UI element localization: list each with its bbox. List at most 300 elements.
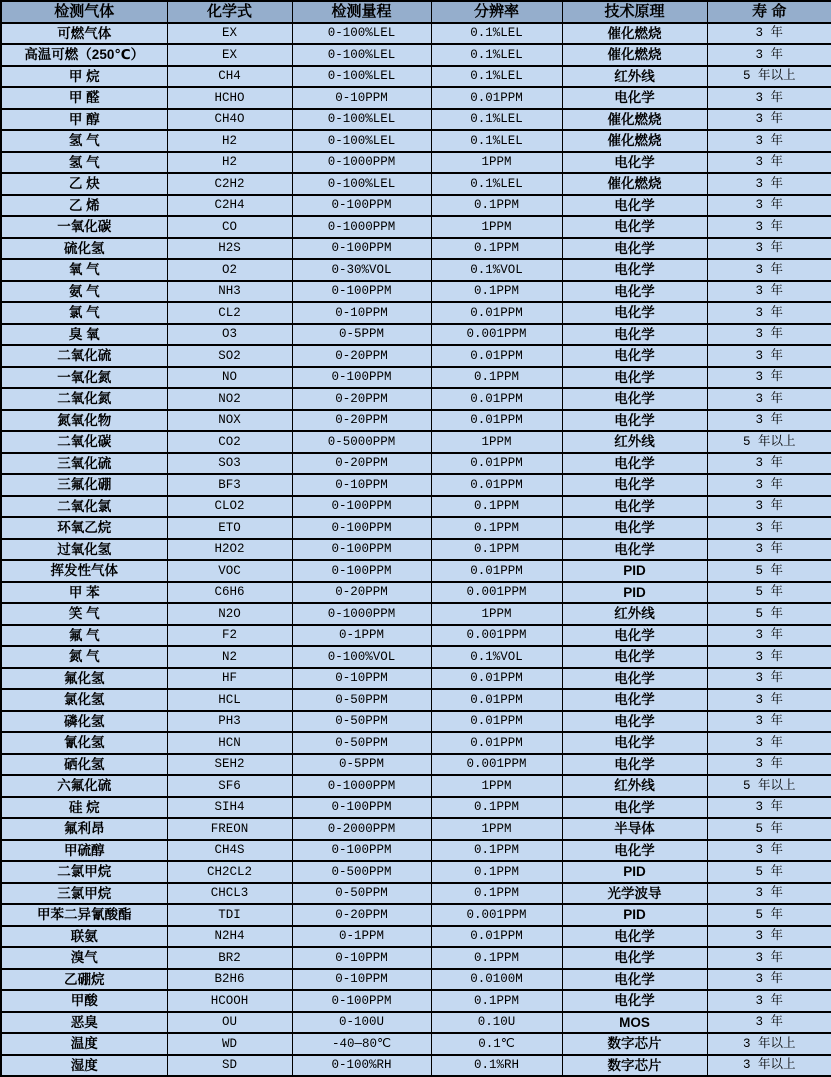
column-header-formula: 化学式 — [167, 1, 292, 23]
cell-range: 0-30%VOL — [292, 259, 431, 281]
cell-life: 3 年 — [707, 238, 831, 260]
cell-life: 3 年 — [707, 926, 831, 948]
cell-resolution: 0.1PPM — [431, 496, 562, 518]
cell-gas: 甲 苯 — [1, 582, 167, 604]
cell-range: 0-20PPM — [292, 410, 431, 432]
cell-gas: 恶臭 — [1, 1012, 167, 1034]
cell-principle: 光学波导 — [562, 883, 707, 905]
cell-life: 3 年 — [707, 87, 831, 109]
cell-gas: 三氯甲烷 — [1, 883, 167, 905]
cell-formula: WD — [167, 1033, 292, 1055]
cell-principle: 催化燃烧 — [562, 109, 707, 131]
table-row — [1, 109, 831, 131]
cell-range: 0-50PPM — [292, 711, 431, 733]
table-row — [1, 947, 831, 969]
cell-formula: N2O — [167, 603, 292, 625]
table-row — [1, 754, 831, 776]
table-row — [1, 496, 831, 518]
cell-life: 3 年以上 — [707, 1033, 831, 1055]
cell-resolution: 1PPM — [431, 216, 562, 238]
cell-formula: CHCL3 — [167, 883, 292, 905]
cell-gas: 环氧乙烷 — [1, 517, 167, 539]
cell-resolution: 0.1PPM — [431, 195, 562, 217]
cell-resolution: 0.1%LEL — [431, 109, 562, 131]
cell-formula: CH4 — [167, 66, 292, 88]
cell-life: 3 年 — [707, 281, 831, 303]
table-row — [1, 23, 831, 45]
cell-formula: OU — [167, 1012, 292, 1034]
cell-life: 3 年 — [707, 302, 831, 324]
cell-gas: 一氧化氮 — [1, 367, 167, 389]
table-row — [1, 216, 831, 238]
cell-gas: 氯 气 — [1, 302, 167, 324]
cell-gas: 氨 气 — [1, 281, 167, 303]
table-row — [1, 66, 831, 88]
cell-resolution: 0.1%VOL — [431, 259, 562, 281]
table-row — [1, 474, 831, 496]
cell-range: 0-1PPM — [292, 625, 431, 647]
cell-formula: SO3 — [167, 453, 292, 475]
cell-formula: H2 — [167, 152, 292, 174]
cell-resolution: 1PPM — [431, 603, 562, 625]
cell-formula: NO2 — [167, 388, 292, 410]
cell-resolution: 0.01PPM — [431, 668, 562, 690]
cell-principle: 电化学 — [562, 711, 707, 733]
cell-range: 0-100PPM — [292, 496, 431, 518]
cell-principle: 电化学 — [562, 625, 707, 647]
cell-resolution: 0.01PPM — [431, 453, 562, 475]
cell-gas: 氰化氢 — [1, 732, 167, 754]
cell-range: 0-100PPM — [292, 797, 431, 819]
cell-gas: 氮氧化物 — [1, 410, 167, 432]
cell-gas: 氮 气 — [1, 646, 167, 668]
cell-principle: 电化学 — [562, 367, 707, 389]
cell-gas: 氧 气 — [1, 259, 167, 281]
cell-gas: 氢 气 — [1, 130, 167, 152]
cell-range: 0-1000PPM — [292, 603, 431, 625]
cell-principle: 电化学 — [562, 947, 707, 969]
cell-range: 0-100%LEL — [292, 66, 431, 88]
cell-range: 0-1000PPM — [292, 216, 431, 238]
table-row — [1, 259, 831, 281]
cell-formula: TDI — [167, 904, 292, 926]
cell-resolution: 0.1%LEL — [431, 66, 562, 88]
cell-range: 0-20PPM — [292, 453, 431, 475]
cell-range: 0-1PPM — [292, 926, 431, 948]
cell-life: 5 年 — [707, 582, 831, 604]
cell-life: 5 年以上 — [707, 775, 831, 797]
header-row — [1, 1, 831, 23]
table-row — [1, 560, 831, 582]
cell-formula: O2 — [167, 259, 292, 281]
cell-life: 3 年 — [707, 474, 831, 496]
cell-life: 3 年 — [707, 324, 831, 346]
cell-range: 0-10PPM — [292, 87, 431, 109]
cell-formula: BF3 — [167, 474, 292, 496]
cell-principle: 电化学 — [562, 195, 707, 217]
table-row — [1, 1055, 831, 1077]
table-row — [1, 732, 831, 754]
cell-gas: 氟 气 — [1, 625, 167, 647]
table-row — [1, 44, 831, 66]
cell-principle: 催化燃烧 — [562, 173, 707, 195]
cell-resolution: 0.1PPM — [431, 861, 562, 883]
cell-range: 0-10PPM — [292, 302, 431, 324]
cell-gas: 甲 烷 — [1, 66, 167, 88]
cell-gas: 三氧化硫 — [1, 453, 167, 475]
table-row — [1, 883, 831, 905]
cell-formula: NH3 — [167, 281, 292, 303]
table-row — [1, 1012, 831, 1034]
cell-resolution: 0.1PPM — [431, 883, 562, 905]
cell-range: 0-100U — [292, 1012, 431, 1034]
cell-range: 0-100%LEL — [292, 23, 431, 45]
cell-life: 3 年 — [707, 130, 831, 152]
cell-resolution: 0.1%RH — [431, 1055, 562, 1077]
cell-life: 3 年 — [707, 711, 831, 733]
cell-formula: B2H6 — [167, 969, 292, 991]
cell-life: 3 年 — [707, 539, 831, 561]
table-header — [1, 1, 831, 23]
cell-formula: NO — [167, 367, 292, 389]
cell-formula: CO — [167, 216, 292, 238]
cell-resolution: 0.1%LEL — [431, 23, 562, 45]
cell-principle: PID — [562, 861, 707, 883]
column-header-principle: 技术原理 — [562, 1, 707, 23]
table-row — [1, 689, 831, 711]
cell-gas: 溴气 — [1, 947, 167, 969]
cell-gas: 硅 烷 — [1, 797, 167, 819]
cell-range: 0-2000PPM — [292, 818, 431, 840]
cell-resolution: 0.01PPM — [431, 388, 562, 410]
table-row — [1, 797, 831, 819]
cell-resolution: 0.001PPM — [431, 582, 562, 604]
cell-range: 0-5000PPM — [292, 431, 431, 453]
cell-principle: 电化学 — [562, 453, 707, 475]
cell-gas: 三氟化硼 — [1, 474, 167, 496]
cell-principle: 电化学 — [562, 668, 707, 690]
cell-principle: 电化学 — [562, 281, 707, 303]
cell-principle: 催化燃烧 — [562, 23, 707, 45]
cell-principle: 电化学 — [562, 324, 707, 346]
cell-formula: EX — [167, 44, 292, 66]
cell-principle: 电化学 — [562, 496, 707, 518]
cell-principle: 电化学 — [562, 990, 707, 1012]
cell-formula: C2H2 — [167, 173, 292, 195]
table-row — [1, 152, 831, 174]
cell-range: 0-100%LEL — [292, 109, 431, 131]
cell-resolution: 0.1%LEL — [431, 173, 562, 195]
cell-formula: HCL — [167, 689, 292, 711]
cell-range: 0-20PPM — [292, 582, 431, 604]
cell-formula: SF6 — [167, 775, 292, 797]
cell-resolution: 1PPM — [431, 431, 562, 453]
cell-gas: 六氟化硫 — [1, 775, 167, 797]
cell-life: 5 年 — [707, 818, 831, 840]
cell-gas: 氟利昂 — [1, 818, 167, 840]
cell-formula: HCOOH — [167, 990, 292, 1012]
cell-resolution: 0.1PPM — [431, 840, 562, 862]
cell-principle: 电化学 — [562, 689, 707, 711]
table-row — [1, 238, 831, 260]
cell-range: 0-50PPM — [292, 732, 431, 754]
cell-life: 3 年 — [707, 517, 831, 539]
cell-principle: 红外线 — [562, 431, 707, 453]
cell-principle: 电化学 — [562, 646, 707, 668]
cell-principle: PID — [562, 582, 707, 604]
cell-life: 5 年以上 — [707, 66, 831, 88]
cell-principle: 电化学 — [562, 302, 707, 324]
cell-life: 3 年 — [707, 668, 831, 690]
table-row — [1, 453, 831, 475]
cell-life: 3 年 — [707, 259, 831, 281]
cell-principle: 红外线 — [562, 775, 707, 797]
cell-life: 5 年以上 — [707, 431, 831, 453]
cell-range: 0-1000PPM — [292, 775, 431, 797]
cell-formula: SD — [167, 1055, 292, 1077]
column-header-range: 检测量程 — [292, 1, 431, 23]
cell-life: 3 年 — [707, 453, 831, 475]
table-row — [1, 173, 831, 195]
cell-life: 5 年 — [707, 861, 831, 883]
cell-gas: 甲硫醇 — [1, 840, 167, 862]
cell-formula: FREON — [167, 818, 292, 840]
cell-resolution: 0.1PPM — [431, 517, 562, 539]
cell-range: 0-100%RH — [292, 1055, 431, 1077]
cell-principle: PID — [562, 904, 707, 926]
cell-principle: 半导体 — [562, 818, 707, 840]
cell-formula: C6H6 — [167, 582, 292, 604]
cell-formula: N2 — [167, 646, 292, 668]
cell-resolution: 0.1PPM — [431, 990, 562, 1012]
cell-range: 0-100PPM — [292, 367, 431, 389]
cell-formula: ETO — [167, 517, 292, 539]
column-header-resolution: 分辨率 — [431, 1, 562, 23]
cell-resolution: 1PPM — [431, 818, 562, 840]
cell-life: 3 年 — [707, 754, 831, 776]
cell-principle: 催化燃烧 — [562, 130, 707, 152]
cell-gas: 挥发性气体 — [1, 560, 167, 582]
cell-range: 0-100PPM — [292, 517, 431, 539]
cell-gas: 氢 气 — [1, 152, 167, 174]
cell-range: 0-20PPM — [292, 388, 431, 410]
cell-life: 3 年 — [707, 496, 831, 518]
cell-range: 0-100PPM — [292, 195, 431, 217]
table-row — [1, 388, 831, 410]
column-header-gas: 检测气体 — [1, 1, 167, 23]
cell-principle: 电化学 — [562, 840, 707, 862]
table-row — [1, 302, 831, 324]
cell-formula: EX — [167, 23, 292, 45]
cell-life: 5 年 — [707, 904, 831, 926]
cell-principle: 电化学 — [562, 259, 707, 281]
cell-formula: F2 — [167, 625, 292, 647]
cell-resolution: 0.1℃ — [431, 1033, 562, 1055]
cell-gas: 硫化氢 — [1, 238, 167, 260]
cell-life: 3 年 — [707, 732, 831, 754]
cell-resolution: 0.01PPM — [431, 345, 562, 367]
cell-resolution: 0.1PPM — [431, 539, 562, 561]
cell-life: 3 年 — [707, 195, 831, 217]
cell-gas: 联氨 — [1, 926, 167, 948]
cell-resolution: 0.01PPM — [431, 302, 562, 324]
cell-resolution: 0.001PPM — [431, 754, 562, 776]
cell-formula: H2O2 — [167, 539, 292, 561]
table-body — [1, 23, 831, 1077]
cell-gas: 甲苯二异氰酸酯 — [1, 904, 167, 926]
cell-gas: 臭 氧 — [1, 324, 167, 346]
cell-range: 0-500PPM — [292, 861, 431, 883]
cell-principle: 电化学 — [562, 539, 707, 561]
cell-formula: CLO2 — [167, 496, 292, 518]
cell-resolution: 0.001PPM — [431, 324, 562, 346]
table-row — [1, 646, 831, 668]
table-row — [1, 410, 831, 432]
table-row — [1, 904, 831, 926]
cell-principle: PID — [562, 560, 707, 582]
cell-resolution: 0.1PPM — [431, 238, 562, 260]
cell-life: 5 年 — [707, 603, 831, 625]
table-row — [1, 367, 831, 389]
cell-life: 3 年 — [707, 625, 831, 647]
cell-life: 3 年 — [707, 797, 831, 819]
cell-formula: HCHO — [167, 87, 292, 109]
cell-life: 3 年 — [707, 152, 831, 174]
cell-gas: 笑 气 — [1, 603, 167, 625]
cell-formula: N2H4 — [167, 926, 292, 948]
cell-gas: 二氧化碳 — [1, 431, 167, 453]
cell-range: 0-100%VOL — [292, 646, 431, 668]
cell-range: 0-1000PPM — [292, 152, 431, 174]
cell-principle: 电化学 — [562, 754, 707, 776]
cell-resolution: 0.001PPM — [431, 625, 562, 647]
cell-principle: MOS — [562, 1012, 707, 1034]
cell-range: 0-5PPM — [292, 754, 431, 776]
cell-life: 3 年 — [707, 345, 831, 367]
cell-gas: 过氧化氢 — [1, 539, 167, 561]
cell-life: 3 年 — [707, 883, 831, 905]
cell-resolution: 0.1PPM — [431, 947, 562, 969]
cell-principle: 红外线 — [562, 66, 707, 88]
cell-formula: SEH2 — [167, 754, 292, 776]
cell-life: 3 年 — [707, 367, 831, 389]
table-row — [1, 861, 831, 883]
cell-range: 0-100PPM — [292, 560, 431, 582]
cell-formula: HCN — [167, 732, 292, 754]
cell-resolution: 0.0100M — [431, 969, 562, 991]
cell-resolution: 0.01PPM — [431, 732, 562, 754]
cell-resolution: 0.1%LEL — [431, 130, 562, 152]
cell-principle: 电化学 — [562, 517, 707, 539]
table-row — [1, 818, 831, 840]
cell-formula: SIH4 — [167, 797, 292, 819]
table-row — [1, 668, 831, 690]
cell-gas: 一氧化碳 — [1, 216, 167, 238]
cell-formula: C2H4 — [167, 195, 292, 217]
table-row — [1, 926, 831, 948]
cell-resolution: 0.1%LEL — [431, 44, 562, 66]
table-row — [1, 775, 831, 797]
cell-formula: PH3 — [167, 711, 292, 733]
cell-principle: 电化学 — [562, 345, 707, 367]
cell-resolution: 1PPM — [431, 775, 562, 797]
cell-range: 0-100%LEL — [292, 173, 431, 195]
cell-life: 3 年 — [707, 969, 831, 991]
cell-formula: HF — [167, 668, 292, 690]
table-row — [1, 603, 831, 625]
cell-principle: 数字芯片 — [562, 1033, 707, 1055]
cell-principle: 催化燃烧 — [562, 44, 707, 66]
cell-resolution: 0.1PPM — [431, 797, 562, 819]
cell-resolution: 0.10U — [431, 1012, 562, 1034]
cell-range: 0-10PPM — [292, 969, 431, 991]
cell-resolution: 0.1PPM — [431, 281, 562, 303]
table-row — [1, 840, 831, 862]
cell-gas: 高温可燃（250℃） — [1, 44, 167, 66]
cell-principle: 电化学 — [562, 926, 707, 948]
cell-gas: 二氧化氯 — [1, 496, 167, 518]
cell-life: 3 年 — [707, 840, 831, 862]
cell-principle: 电化学 — [562, 732, 707, 754]
cell-formula: H2 — [167, 130, 292, 152]
cell-principle: 电化学 — [562, 216, 707, 238]
cell-formula: BR2 — [167, 947, 292, 969]
cell-formula: CH2CL2 — [167, 861, 292, 883]
cell-life: 3 年 — [707, 410, 831, 432]
cell-resolution: 0.1PPM — [431, 367, 562, 389]
cell-formula: CH4S — [167, 840, 292, 862]
table-row — [1, 281, 831, 303]
cell-range: 0-20PPM — [292, 904, 431, 926]
table-row — [1, 969, 831, 991]
cell-gas: 温度 — [1, 1033, 167, 1055]
table-row — [1, 324, 831, 346]
cell-gas: 甲 醛 — [1, 87, 167, 109]
cell-formula: CO2 — [167, 431, 292, 453]
table-row — [1, 582, 831, 604]
cell-life: 3 年 — [707, 44, 831, 66]
cell-life: 3 年 — [707, 109, 831, 131]
cell-resolution: 0.01PPM — [431, 410, 562, 432]
cell-gas: 二氧化氮 — [1, 388, 167, 410]
cell-formula: VOC — [167, 560, 292, 582]
cell-life: 3 年以上 — [707, 1055, 831, 1077]
cell-principle: 电化学 — [562, 238, 707, 260]
cell-life: 3 年 — [707, 947, 831, 969]
cell-gas: 可燃气体 — [1, 23, 167, 45]
cell-principle: 电化学 — [562, 87, 707, 109]
cell-formula: CL2 — [167, 302, 292, 324]
table-row — [1, 345, 831, 367]
cell-gas: 二氧化硫 — [1, 345, 167, 367]
cell-resolution: 0.001PPM — [431, 904, 562, 926]
cell-principle: 电化学 — [562, 969, 707, 991]
cell-principle: 数字芯片 — [562, 1055, 707, 1077]
cell-range: 0-5PPM — [292, 324, 431, 346]
cell-resolution: 0.01PPM — [431, 711, 562, 733]
cell-formula: O3 — [167, 324, 292, 346]
table-row — [1, 517, 831, 539]
cell-range: 0-100PPM — [292, 281, 431, 303]
cell-formula: H2S — [167, 238, 292, 260]
cell-gas: 氟化氢 — [1, 668, 167, 690]
cell-resolution: 0.01PPM — [431, 474, 562, 496]
cell-life: 3 年 — [707, 23, 831, 45]
cell-range: 0-100PPM — [292, 539, 431, 561]
cell-life: 3 年 — [707, 388, 831, 410]
cell-principle: 电化学 — [562, 410, 707, 432]
cell-gas: 甲酸 — [1, 990, 167, 1012]
